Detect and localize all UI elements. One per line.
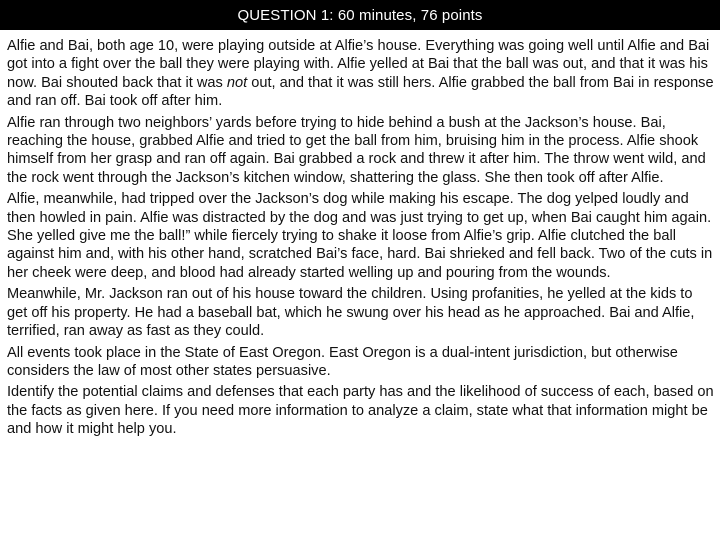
question-title: QUESTION 1: 60 minutes, 76 points [237,6,483,24]
paragraph-1 [7,37,715,111]
header-bar [0,0,720,30]
paragraph-2: Alfie ran through two neighbors’ yards before trying to hide behind a bush at the Jackson’s house. Bai, reaching the house, grabbed Alfie and tried to get the ball from him, bruising him in the process. Alfie shook himself from her grasp and ran off again. Bai grabbed a rock and threw it after him. The throw went wild, and the rock went through the Jackson’s kitchen window, shattering the glass. She then took off after Alfie. [7,114,706,186]
paragraph-4: Meanwhile, Mr. Jackson ran out of his house toward the children. Using profanities, he yelled at the kids to get off his property. He had a baseball bat, which he swung over his head as he approached. Bai and Alfie, terrified, ran away as fast as they could. [7,286,695,340]
paragraph-1-emphasis: not [226,74,248,91]
paragraph-1-part-1: Alfie and Bai, both age 10, were playing outside at Alfie’s house. Everything was going well until Alfie and Bai got into a fight over the ball they were playing with. Alfie yelled at Bai that the ball was out, and that it was his now. Bai shouted back that it was [7,38,710,91]
paragraph-5: All events took place in the State of East Oregon. East Oregon is a dual-intent jurisdiction, but otherwise considers the law of most other states persuasive. [7,344,678,379]
paragraph-6: Identify the potential claims and defenses that each party has and the likelihood of success of each, based on the facts as given here. If you need more information to analyze a claim, state what that information might be and how it might help you. [7,384,714,438]
question-body [7,37,715,442]
paragraph-1-part-2: out, and that it was still hers. Alfie grabbed the ball from Bai in response and ran off. Bai took off after him. [7,74,714,110]
paragraph-3: Alfie, meanwhile, had tripped over the Jackson’s dog while making his escape. The dog yelped loudly and then howled in pain. Alfie was distracted by the dog and was just trying to get up, when Bai caught him again. She yelled give me the ball!” while fiercely trying to shake it loose from Alfie’s grip. Alfie clutched the ball against him and, with his other hand, scratched Bai’s face, hard. Bai shrieked and fell back. Two of the cuts in her cheek were deep, and blood had already started welling up and pouring from the wounds. [7,191,713,281]
